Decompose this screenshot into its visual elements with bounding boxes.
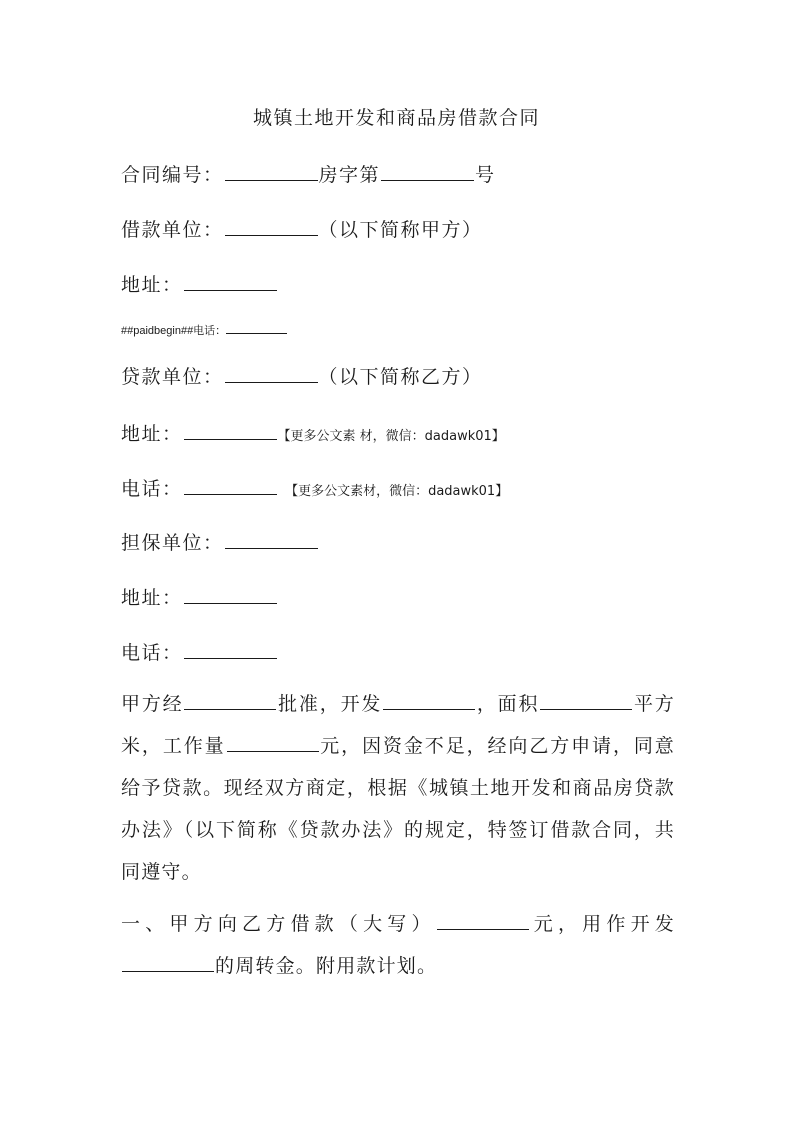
contract-number-end: 号	[475, 164, 496, 186]
lender-address-note: 【更多公文素 材，微信：dadawk01】	[277, 429, 505, 444]
workload-blank	[227, 734, 319, 752]
house-number-blank	[381, 163, 474, 181]
borrower-blank	[225, 218, 318, 236]
p1-t1: 甲方经	[121, 693, 184, 715]
loan-amount-blank	[437, 912, 529, 930]
approval-blank	[184, 692, 276, 710]
borrower-address-label: 地址：	[121, 274, 183, 296]
guarantor-address-blank	[184, 586, 277, 604]
borrower-address-blank	[184, 273, 277, 291]
guarantor-label: 担保单位：	[121, 532, 224, 554]
guarantor-phone-line	[121, 638, 278, 665]
guarantor-blank	[225, 531, 318, 549]
p1-t4: 平方米，工作量	[121, 693, 675, 757]
contract-number-line	[121, 160, 496, 187]
paragraph-clause-1	[121, 903, 675, 987]
contract-number-mid: 房字第	[318, 164, 381, 186]
lender-suffix: （以下简称乙方）	[318, 366, 483, 388]
guarantor-phone-blank	[184, 641, 277, 659]
borrower-address-line	[121, 270, 278, 297]
borrower-phone-line	[121, 322, 287, 338]
p2-t1: 一、甲方向乙方借款（大写）	[121, 913, 436, 935]
borrower-phone-blank	[226, 323, 287, 334]
guarantor-line	[121, 528, 319, 555]
development-blank	[383, 692, 475, 710]
lender-phone-line	[121, 474, 508, 501]
p2-t3: 的周转金。附用款计划。	[215, 955, 438, 977]
guarantor-address-line	[121, 583, 278, 610]
project-blank	[122, 954, 214, 972]
guarantor-phone-label: 电话：	[121, 642, 183, 664]
lender-phone-blank	[184, 477, 277, 495]
lender-line	[121, 362, 483, 389]
lender-label: 贷款单位：	[121, 366, 224, 388]
lender-phone-label: 电话：	[121, 478, 183, 500]
lender-address-label: 地址：	[121, 423, 183, 445]
borrower-line	[121, 215, 483, 242]
borrower-label: 借款单位：	[121, 219, 224, 241]
guarantor-address-label: 地址：	[121, 587, 183, 609]
area-blank	[540, 692, 632, 710]
lender-blank	[225, 365, 318, 383]
lender-phone-note: 【更多公文素材，微信：dadawk01】	[285, 484, 509, 499]
p2-t2: 元，用作开发	[529, 913, 675, 935]
contract-number-label: 合同编号：	[121, 164, 224, 186]
page-title: 城镇土地开发和商品房借款合同	[252, 107, 540, 129]
contract-number-blank	[225, 163, 318, 181]
p1-t3: ，面积	[476, 693, 540, 715]
borrower-suffix: （以下简称甲方）	[318, 219, 483, 241]
borrower-phone-label: ##paidbegin##电话：	[121, 325, 227, 337]
lender-address-blank	[184, 422, 277, 440]
p1-t2: 批准，开发	[277, 693, 383, 715]
paragraph-purpose	[121, 683, 675, 893]
lender-address-line	[121, 419, 505, 446]
p1-t5: 元，因资金不足，经向乙方申请，同意给予贷款。现经双方商定，根据《城镇土地开发和商品房贷款办法》（以下简称《贷款办法》的规定，特签订借款合同，共同遵守。	[121, 735, 675, 883]
